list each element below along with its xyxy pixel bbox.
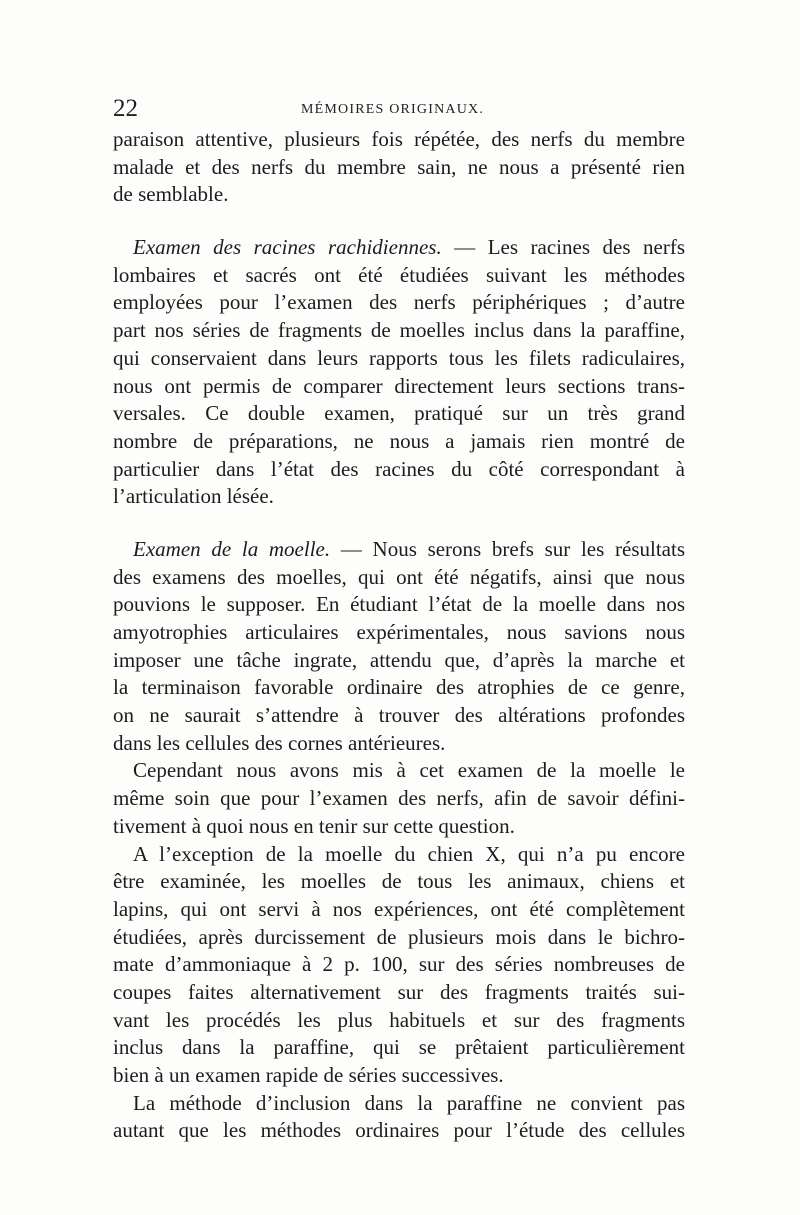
text-line: être examinée, les moelles de tous les animaux, chiens et — [113, 869, 685, 894]
text-line: tivement à quoi nous en tenir sur cette question. — [113, 813, 515, 838]
text-line — [113, 234, 685, 262]
text-line: nous ont permis de comparer directement leurs sections trans- — [113, 373, 685, 398]
text-line: lombaires et sacrés ont été étudiées suivant les méthodes — [113, 262, 685, 287]
text-line: dans les cellules des cornes antérieures. — [113, 730, 446, 755]
running-head: MÉMOIRES ORIGINAUX. — [301, 102, 485, 117]
text-line: lapins, qui ont servi à nos expériences, ont été complètement — [113, 896, 685, 921]
paragraph — [113, 841, 685, 1090]
text-line: A l’exception de la moelle du chien X, qui n’a pu encore — [133, 841, 685, 866]
text-line: l’articulation lésée. — [113, 484, 274, 509]
text-line: mate d’ammoniaque à 2 p. 100, sur des séries nombreuses de — [113, 952, 685, 977]
text-line: vant les procédés les plus habituels et sur des fragments — [113, 1007, 685, 1032]
text-line: nombre de préparations, ne nous a jamais rien montré de — [113, 428, 685, 453]
text-line: pouvions le supposer. En étudiant l’état de la moelle dans nos — [113, 592, 685, 617]
paragraph — [113, 757, 685, 840]
text-line: inclus dans la paraffine, qui se prêtaient particulièrement — [113, 1035, 685, 1060]
text-line: employées pour l’examen des nerfs périphériques ; d’autre — [113, 290, 685, 315]
text-line: de semblable. — [113, 182, 229, 207]
text-line: autant que les méthodes ordinaires pour l’étude des cellules — [113, 1118, 685, 1143]
text-line: étudiées, après durcissement de plusieurs mois dans le bichro- — [113, 924, 685, 949]
text-line: qui conservaient dans leurs rapports tous les filets radiculaires, — [113, 345, 685, 370]
text-line: malade et des nerfs du membre sain, ne nous a présenté rien — [113, 154, 685, 179]
line-text: — Nous serons brefs sur les résultats — [330, 536, 685, 561]
text-line: paraison attentive, plusieurs fois répétée, des nerfs du membre — [113, 127, 685, 151]
paragraph — [113, 536, 685, 758]
text-line: particulier dans l’état des racines du côté correspondant à — [113, 456, 685, 481]
section-heading: Examen de la moelle. — [133, 536, 331, 561]
text-line: imposer une tâche ingrate, attendu que, d’après la marche et — [113, 647, 685, 672]
paragraph — [113, 234, 685, 511]
text-line: coupes faites alternativement sur des fragments traités sui- — [113, 979, 685, 1004]
text-line: versales. Ce double examen, pratiqué sur un très grand — [113, 401, 685, 426]
text-line: on ne saurait s’attendre à trouver des altérations profondes — [113, 703, 685, 728]
text-line: part nos séries de fragments de moelles inclus dans la paraffine, — [113, 318, 685, 343]
paragraph — [113, 126, 685, 209]
text-line — [113, 536, 685, 564]
text-line: même soin que pour l’examen des nerfs, afin de savoir défini- — [113, 786, 685, 811]
section-heading: Examen des racines rachidiennes. — [133, 235, 442, 260]
text-line: bien à un examen rapide de séries successives. — [113, 1063, 504, 1087]
text-line: amyotrophies articulaires expérimentales, nous savions nous — [113, 620, 685, 644]
paragraph — [113, 1090, 685, 1145]
text-line: La méthode d’inclusion dans la paraffine ne convient pas — [133, 1090, 685, 1115]
body-text — [113, 126, 685, 1145]
text-line: des examens des moelles, qui ont été négatifs, ainsi que nous — [113, 564, 685, 589]
line-text: — Les racines des nerfs — [441, 235, 685, 260]
page-number: 22 — [113, 95, 138, 122]
text-line: la terminaison favorable ordinaire des atrophies de ce genre, — [113, 675, 685, 700]
text-line: Cependant nous avons mis à cet examen de la moelle le — [133, 758, 685, 783]
